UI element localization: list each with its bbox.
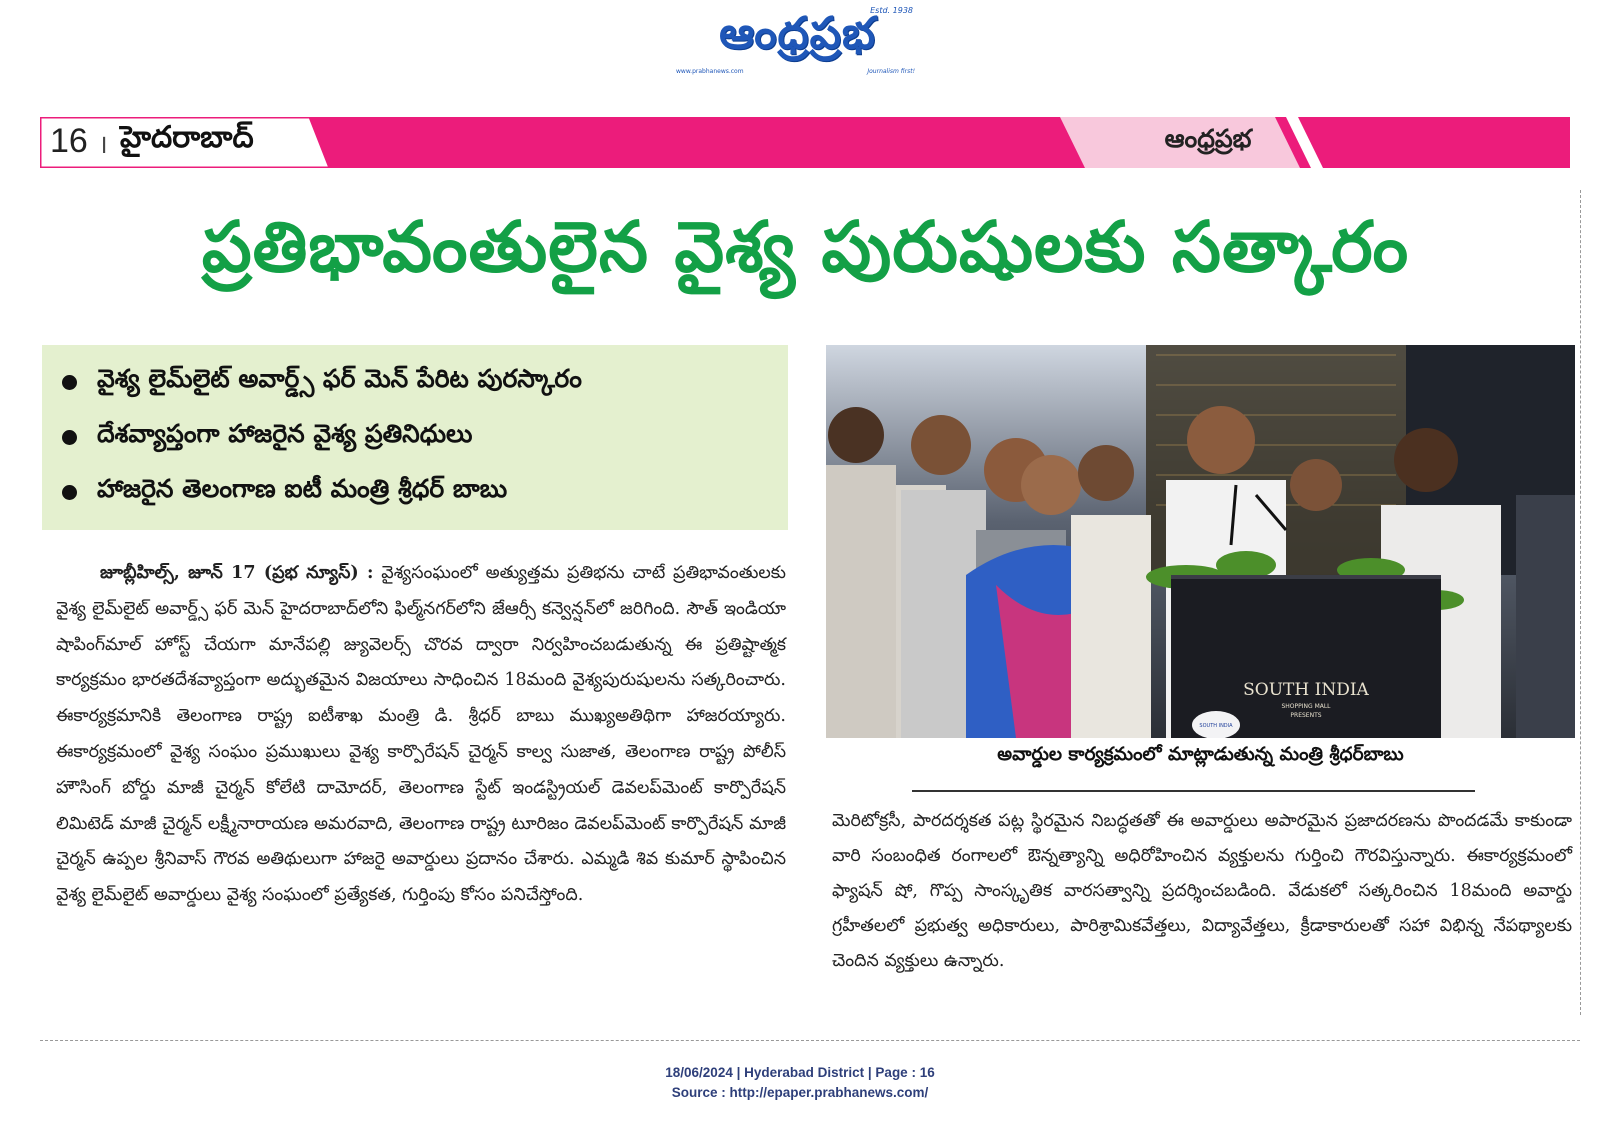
- footer-date-line: 18/06/2024 | Hyderabad District | Page : 16: [665, 1065, 935, 1080]
- headline: ప్రతిభావంతులైన వైశ్య పురుషులకు సత్కారం: [201, 206, 1410, 288]
- bullet-icon: [62, 430, 77, 445]
- highlight-item: [62, 362, 582, 402]
- person-6: [1290, 459, 1342, 511]
- highlight-text: వైశ్య లైమ్‌లైట్ అవార్డ్స్ ఫర్ మెన్ పేరిట పురస్కారం: [97, 364, 582, 393]
- highlight-item: [62, 472, 507, 512]
- podium-title: SOUTH INDIA: [1243, 680, 1369, 700]
- logo-estd: Estd. 1938: [870, 6, 913, 15]
- photo-caption: అవార్డుల కార్యక్రమంలో మాట్లాడుతున్న మంత్రి శ్రీధర్‌బాబు: [997, 744, 1404, 765]
- dateline: జూబ్లీహిల్స్, జూన్ 17 (ప్రభ న్యూస్) :: [100, 563, 374, 583]
- footer-source-line: Source : http://epaper.prabhanews.com/: [671, 1085, 929, 1100]
- section-title: హైదరాబాద్: [120, 120, 254, 155]
- highlight-text: దేశవ్యాప్తంగా హాజరైన వైశ్య ప్రతినిధులు: [97, 419, 473, 448]
- article-body-right: మెరిటోక్రసీ, పారదర్శకత పట్ల స్థిరమైన నిబద్ధతతో ఈ అవార్డులు అపారమైన ప్రజాదరణను పొందడమే కాకుండా వారి సంబంధిత రంగాలలో ఔన్నత్యాన్ని అధిరోహించిన వ్యక్తులను గుర్తించి గౌరవిస్తున్నారు. ఈకార్యక్రమంలో ఫ్యాషన్ షో, గొప్ప సాంస్కృతిక వారసత్వాన్ని ప్రదర్శించబడింది. వేడుకలో సత్కరించిన 18మంది అవార్డు గ్రహీతలలో ప్రభుత్వ అధికారులు, పారిశ్రామికవేత్తలు, విద్యావేత్తలు, క్రీడాకారులతో సహా విభిన్న నేపథ్యాలకు చెందిన వ్యక్తులు ఉన్నారు.: [832, 811, 1572, 971]
- masthead-logo: [670, 6, 925, 78]
- page-number: 16: [50, 122, 88, 160]
- logo-wordmark: ఆంధ్రప్రభ: [719, 8, 876, 59]
- highlight-item: [62, 417, 472, 457]
- article-body-left: [56, 556, 786, 914]
- band-paper-name: ఆంధ్రప్రభ: [1164, 124, 1252, 153]
- event-photo: [826, 345, 1575, 738]
- footer: [0, 1063, 1600, 1103]
- page-band: [40, 117, 1570, 168]
- photo-illustration: [826, 345, 1575, 738]
- badge-text: SOUTH INDIA: [1199, 723, 1233, 729]
- highlights-box: [42, 345, 788, 530]
- bullet-icon: [62, 485, 77, 500]
- column-divider: [1580, 190, 1581, 1015]
- podium-sub2: PRESENTS: [1290, 712, 1322, 719]
- body-text-left: వైశ్యసంఘంలో అత్యుత్తమ ప్రతిభను చాటే ప్రతిభావంతులకు వైశ్య లైమ్‌లైట్ అవార్డ్స్ ఫర్ మెన్ హైదరాబాద్‌లోని ఫిల్మ్‌నగర్‌లోని జేఆర్సీ కన్వెన్షన్‌లో జరిగింది. సౌత్ ఇండియా షాపింగ్‌మాల్ హోస్ట్ చేయగా మానేపల్లి జ్యువెలర్స్ చొరవ ద్వారా నిర్వహించబడుతున్న ఈ ప్రతిష్టాత్మక కార్యక్రమం భారతదేశవ్యాప్తంగా అద్భుతమైన విజయాలు సాధించిన 18మంది వైశ్యపురుషులను సత్కరించారు. ఈకార్యక్రమానికి తెలంగాణ రాష్ట్ర ఐటీశాఖ మంత్రి డి. శ్రీధర్ బాబు ముఖ్యఅతిథిగా హాజరయ్యారు. ఈకార్యక్రమంలో వైశ్య సంఘం ప్రముఖులు వైశ్య కార్పొరేషన్ చైర్మన్ కాల్వ సుజాత, తెలంగాణ రాష్ట్ర పోలీస్ హౌసింగ్ బోర్డు మాజీ చైర్మన్ కోలేటి దామోదర్, తెలంగాణ స్టేట్ ఇండస్ట్రియల్ డెవలప్‌మెంట్ కార్పొరేషన్ లిమిటెడ్ మాజీ చైర్మన్ లక్ష్మీనారాయణ అమరవాది, తెలంగాణ రాష్ట్ర టూరిజం డెవలప్‌మెంట్ కార్పొరేషన్ మాజీ చైర్మన్ ఉప్పల శ్రీనివాస్ గౌరవ అతిథులుగా హాజరై అవార్డులు ప్రదానం చేశారు. ఎమ్మడి శివ కుమార్ స్థాపించిన వైశ్య లైమ్‌లైట్ అవార్డులు వైశ్య సంఘంలో ప్రత్యేకత, గుర్తింపు కోసం పనిచేస్తోంది.: [56, 563, 786, 906]
- caption-rule: [912, 790, 1475, 792]
- logo-url: www.prabhanews.com: [676, 68, 744, 75]
- podium-sub1: SHOPPING MALL: [1281, 703, 1331, 710]
- bullet-icon: [62, 375, 77, 390]
- band-separator: ।: [98, 130, 108, 160]
- page-bottom-rule: [40, 1040, 1580, 1041]
- page-band-shape: [40, 117, 1570, 168]
- logo-tagline: Journalism first!: [867, 68, 915, 75]
- highlight-text: హాజరైన తెలంగాణ ఐటీ మంత్రి శ్రీధర్ బాబు: [97, 474, 508, 503]
